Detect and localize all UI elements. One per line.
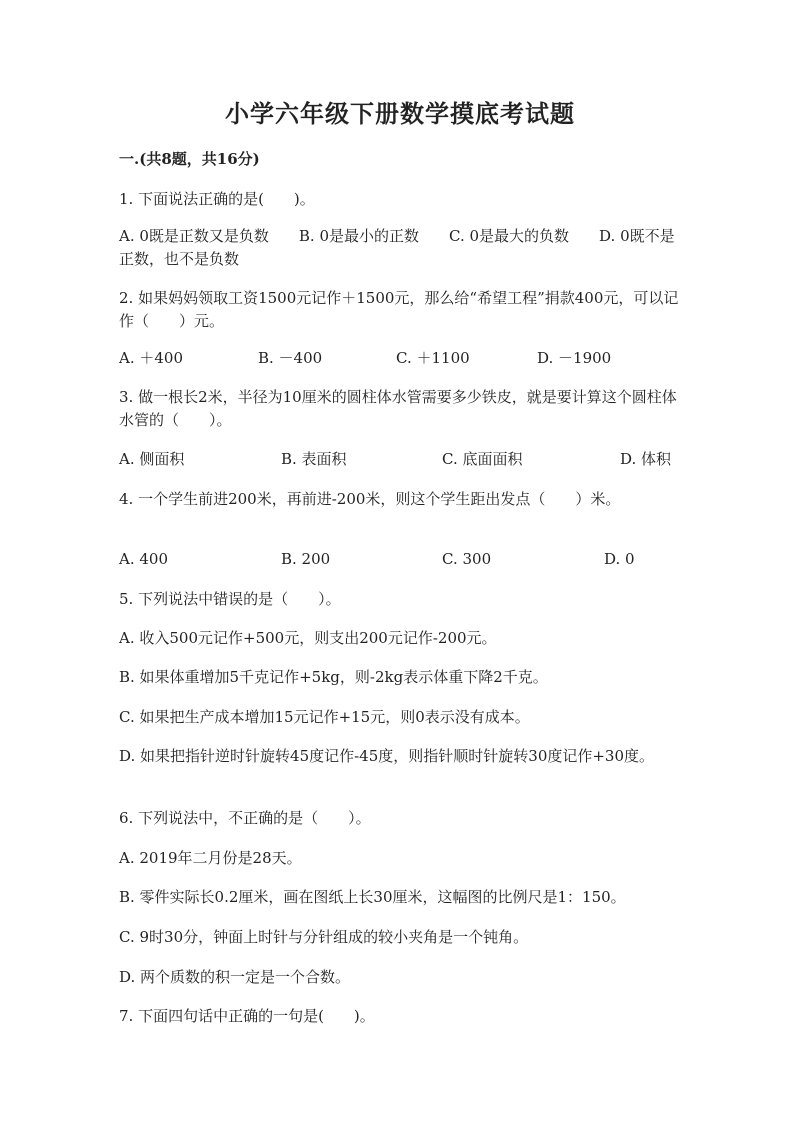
option-b: B. －400 [258, 349, 323, 367]
question-1-stem: 1. 下面说法正确的是( )。 [119, 190, 315, 208]
question-4-stem: 4. 一个学生前进200米，再前进-200米，则这个学生距出发点（ ）米。 [119, 490, 621, 508]
option-c: C. 底面面积 [442, 450, 523, 468]
question-7-stem: 7. 下面四句话中正确的一句是( )。 [119, 1007, 375, 1025]
question-6-stem: 6. 下列说法中，不正确的是（ ）。 [119, 809, 371, 827]
question-5-option-c: C. 如果把生产成本增加15元记作+15元，则0表示没有成本。 [119, 708, 530, 726]
option-d: D. 0 [604, 550, 635, 568]
option-b: B. 表面积 [281, 450, 347, 468]
option-d: D. －1900 [537, 349, 612, 367]
option-c: C. ＋1100 [396, 349, 470, 367]
option-d: D. 体积 [620, 450, 672, 468]
question-2-stem: 2. 如果妈妈领取工资1500元记作＋1500元，那么给“希望工程”捐款400元，可以记作（ ）元。 [119, 289, 679, 330]
question-5-option-a: A. 收入500元记作+500元，则支出200元记作-200元。 [119, 629, 497, 647]
question-6-option-c: C. 9时30分，钟面上时针与分针组成的较小夹角是一个钝角。 [119, 928, 529, 946]
question-6-option-b: B. 零件实际长0.2厘米，画在图纸上长30厘米，这幅图的比例尺是1：150。 [119, 888, 626, 906]
option-a: A. 侧面积 [119, 450, 185, 468]
option-a: A. 400 [119, 550, 168, 568]
question-5-stem: 5. 下列说法中错误的是（ ）。 [119, 590, 341, 608]
question-5-option-d: D. 如果把指针逆时针旋转45度记作-45度，则指针顺时针旋转30度记作+30度。 [119, 747, 655, 765]
section-heading: 一.(共8题，共16分) [119, 150, 260, 168]
option-a: A. ＋400 [119, 349, 183, 367]
page-title: 小学六年级下册数学摸底考试题 [225, 99, 575, 128]
question-6-option-a: A. 2019年二月份是28天。 [119, 849, 302, 867]
question-3-stem: 3. 做一根长2米，半径为10厘米的圆柱体水管需要多少铁皮，就是要计算这个圆柱体水管的（ ）。 [119, 388, 677, 429]
option-c: C. 300 [442, 550, 492, 568]
question-5-option-b: B. 如果体重增加5千克记作+5kg，则-2kg表示体重下降2千克。 [119, 668, 548, 686]
option-b: B. 200 [281, 550, 331, 568]
question-6-option-d: D. 两个质数的积一定是一个合数。 [119, 968, 351, 986]
question-1-options: A. 0既是正数又是负数 B. 0是最小的正数 C. 0是最大的负数 D. 0既不是正数，也不是负数 [119, 227, 675, 268]
